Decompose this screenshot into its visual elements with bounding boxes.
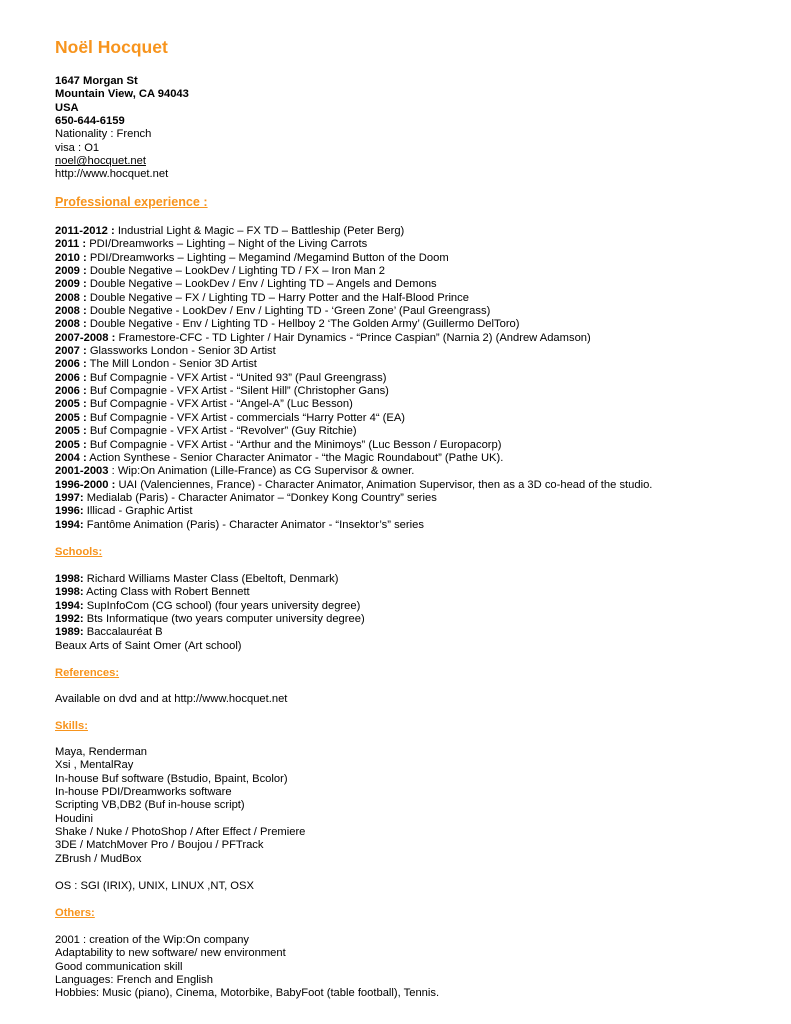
list-item xyxy=(55,626,365,639)
item-text: Medialab (Paris) - Character Animator – “Donkey Kong Country” series xyxy=(83,491,437,504)
list-item xyxy=(55,452,652,465)
list-item xyxy=(55,265,652,278)
visa: visa : O1 xyxy=(55,141,100,154)
item-text: Buf Compagnie - VFX Artist - “Arthur and the Minimoys” (Luc Besson / Europacorp) xyxy=(86,438,502,451)
phone-number: 650-644-6159 xyxy=(55,115,125,128)
item-text: Glassworks London - Senior 3D Artist xyxy=(86,345,276,358)
references-block xyxy=(55,693,287,706)
list-item xyxy=(55,358,652,371)
year-label: 2010 : xyxy=(55,251,87,264)
list-item xyxy=(55,278,652,291)
year-label: 1994: xyxy=(55,599,84,612)
email-link[interactable]: noel@hocquet.net xyxy=(55,155,146,168)
website-link[interactable]: http://www.hocquet.net xyxy=(55,168,169,181)
list-item xyxy=(55,586,365,599)
year-label: 2011 : xyxy=(55,238,87,251)
list-item xyxy=(55,465,652,478)
list-item: Scripting VB,DB2 (Buf in-house script) xyxy=(55,799,245,812)
year-label: 2006 : xyxy=(55,358,87,371)
list-item xyxy=(55,305,652,318)
year-label: 2001-2003 xyxy=(55,465,109,478)
item-text: Framestore-CFC - TD Lighter / Hair Dynamics - “Prince Caspian” (Narnia 2) (Andrew Adamson) xyxy=(115,331,591,344)
item-text: Fantôme Animation (Paris) - Character Animator - “Insektor’s” series xyxy=(83,518,424,531)
item-text: Double Negative - Env / Lighting TD - Hellboy 2 ‘The Golden Army’ (Guillermo DelToro) xyxy=(86,318,520,331)
item-text: Buf Compagnie - VFX Artist - “United 93” (Paul Greengrass) xyxy=(86,371,387,384)
item-text: Double Negative – LookDev / Env / Lighting TD – Angels and Demons xyxy=(86,278,437,291)
year-label: 2006 : xyxy=(55,371,87,384)
city-address: Mountain View, CA 94043 xyxy=(55,88,189,101)
year-label: 2009 : xyxy=(55,278,87,291)
others-heading: Others: xyxy=(55,907,95,919)
others-list xyxy=(55,934,439,1001)
item-text: The Mill London - Senior 3D Artist xyxy=(86,358,257,371)
year-label: 1992: xyxy=(55,613,84,626)
item-text: Beaux Arts of Saint Omer (Art school) xyxy=(55,639,242,652)
page-title: Noël Hocquet xyxy=(55,37,168,57)
item-text: PDI/Dreamworks – Lighting – Night of the Living Carrots xyxy=(86,238,368,251)
year-label: 2011-2012 : xyxy=(55,225,115,237)
item-text: Action Synthese - Senior Character Animator - “the Magic Roundabout” (Pathe UK). xyxy=(86,451,504,464)
list-item xyxy=(55,425,652,438)
year-label: 2005 : xyxy=(55,398,87,411)
os-block xyxy=(55,880,254,893)
item-text: Acting Class with Robert Bennett xyxy=(83,586,250,599)
year-label: 1997: xyxy=(55,491,84,504)
skills-heading: Skills: xyxy=(55,720,88,732)
item-text: Baccalauréat B xyxy=(83,626,163,639)
year-label: 2007 : xyxy=(55,345,87,358)
list-item: 2001 : creation of the Wip:On company xyxy=(55,934,250,946)
experience-list xyxy=(55,225,652,532)
contact-block xyxy=(55,75,189,182)
list-item xyxy=(55,332,652,345)
list-item: Hobbies: Music (piano), Cinema, Motorbike, BabyFoot (table football), Tennis. xyxy=(55,987,440,1000)
schools-list xyxy=(55,573,365,653)
item-text: SupInfoCom (CG school) (four years university degree) xyxy=(83,599,361,612)
list-item: Good communication skill xyxy=(55,960,183,973)
item-text: PDI/Dreamworks – Lighting – Megamind /Megamind Button of the Doom xyxy=(86,251,449,264)
os-text: OS : SGI (IRIX), UNIX, LINUX ,NT, OSX xyxy=(55,880,254,892)
item-text: Industrial Light & Magic – FX TD – Battleship (Peter Berg) xyxy=(114,225,405,237)
item-text: Illicad - Graphic Artist xyxy=(83,505,193,518)
year-label: 2008 : xyxy=(55,291,87,304)
list-item: 3DE / MatchMover Pro / Boujou / PFTrack xyxy=(55,839,264,852)
item-text: Richard Williams Master Class (Ebeltoft, Denmark) xyxy=(83,573,339,585)
list-item xyxy=(55,252,652,265)
list-item: In-house Buf software (Bstudio, Bpaint, Bcolor) xyxy=(55,772,288,785)
schools-heading: Schools: xyxy=(55,546,103,558)
item-text: UAI (Valenciennes, France) - Character Animator, Animation Supervisor, then as a 3D co-head of the studio. xyxy=(115,478,653,491)
item-text: Double Negative – LookDev / Lighting TD / FX – Iron Man 2 xyxy=(86,265,386,278)
year-label: 2009 : xyxy=(55,265,87,278)
year-label: 2005 : xyxy=(55,438,87,451)
list-item xyxy=(55,600,365,613)
year-label: 1998: xyxy=(55,573,84,585)
year-label: 2008 : xyxy=(55,305,87,318)
year-label: 2004 : xyxy=(55,451,87,464)
list-item xyxy=(55,479,652,492)
year-label: 2005 : xyxy=(55,425,87,438)
list-item xyxy=(55,372,652,385)
year-label: 2007-2008 : xyxy=(55,331,116,344)
nationality: Nationality : French xyxy=(55,128,152,141)
list-item xyxy=(55,385,652,398)
list-item xyxy=(55,492,652,505)
list-item xyxy=(55,412,652,425)
list-item xyxy=(55,640,365,653)
list-item xyxy=(55,505,652,518)
item-text: Double Negative – FX / Lighting TD – Harry Potter and the Half-Blood Prince xyxy=(86,291,469,304)
item-text: Double Negative - LookDev / Env / Lighting TD - ‘Green Zone’ (Paul Greengrass) xyxy=(86,305,491,318)
list-item: In-house PDI/Dreamworks software xyxy=(55,786,232,799)
list-item xyxy=(55,439,652,452)
list-item xyxy=(55,292,652,305)
list-item xyxy=(55,345,652,358)
item-text: Bts Informatique (two years computer university degree) xyxy=(83,613,365,626)
list-item: Maya, Renderman xyxy=(55,746,148,758)
item-text: Buf Compagnie - VFX Artist - “Silent Hill” (Christopher Gans) xyxy=(86,385,389,398)
year-label: 1998: xyxy=(55,586,84,599)
list-item xyxy=(55,318,652,331)
item-text: Buf Compagnie - VFX Artist - commercials “Harry Potter 4“ (EA) xyxy=(86,411,406,424)
list-item xyxy=(55,225,652,238)
references-text: Available on dvd and at http://www.hocquet.net xyxy=(55,693,288,705)
list-item xyxy=(55,613,365,626)
country: USA xyxy=(55,101,79,114)
year-label: 2006 : xyxy=(55,385,87,398)
year-label: 1989: xyxy=(55,626,84,639)
list-item xyxy=(55,238,652,251)
experience-heading: Professional experience : xyxy=(55,195,208,209)
list-item: Languages: French and English xyxy=(55,974,213,987)
item-text: Buf Compagnie - VFX Artist - “Angel-A” (Luc Besson) xyxy=(86,398,353,411)
list-item xyxy=(55,398,652,411)
list-item xyxy=(55,519,652,532)
item-text: Buf Compagnie - VFX Artist - “Revolver” (Guy Ritchie) xyxy=(86,425,357,438)
list-item: Adaptability to new software/ new environment xyxy=(55,947,286,960)
list-item: Xsi , MentalRay xyxy=(55,759,134,772)
list-item: Shake / Nuke / PhotoShop / After Effect / Premiere xyxy=(55,826,306,839)
street-address: 1647 Morgan St xyxy=(55,75,138,87)
year-label: 2008 : xyxy=(55,318,87,331)
list-item: ZBrush / MudBox xyxy=(55,852,142,865)
year-label: 1994: xyxy=(55,518,84,531)
year-label: 1996: xyxy=(55,505,84,518)
skills-list xyxy=(55,746,305,866)
list-item xyxy=(55,573,365,586)
year-label: 1996-2000 : xyxy=(55,478,116,491)
year-label: 2005 : xyxy=(55,411,87,424)
list-item: Houdini xyxy=(55,812,93,825)
item-text: : Wip:On Animation (Lille-France) as CG Supervisor & owner. xyxy=(108,465,415,478)
references-heading: References: xyxy=(55,667,120,679)
